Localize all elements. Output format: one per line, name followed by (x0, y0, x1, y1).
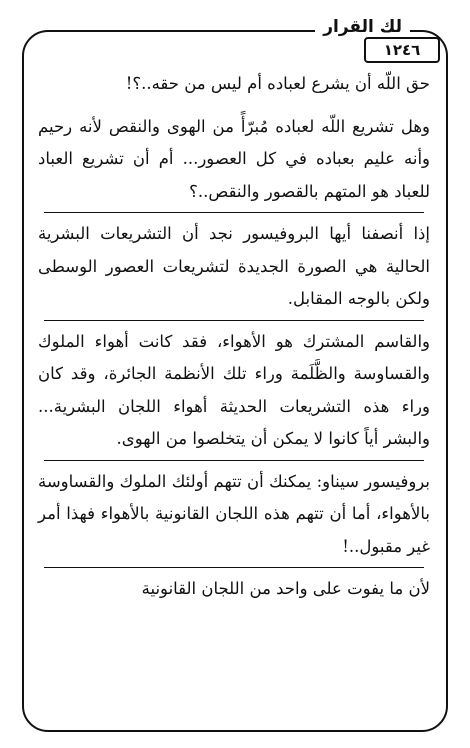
paragraph-6: لأن ما يفوت على واحد من اللجان القانونية (141, 579, 430, 598)
paragraph-divider (44, 567, 424, 568)
paragraph-3: إذا أنصفنا أيها البروفيسور نجد أن التشريعات البشرية الحالية هي الصورة الجديدة لتشريعات العصور الوسطى ولكن بالوجه المقابل. (38, 224, 430, 308)
paragraph-divider (44, 460, 424, 461)
paragraph-5: بروفيسور سيناو: يمكنك أن تتهم أولئك الملوك والقساوسة بالأهواء، أما أن تتهم هذه اللجان القانونية بالأهواء فهذا أمر غير مقبول..! (38, 471, 430, 556)
page-number: ١٢٤٦ (364, 37, 440, 63)
paragraph-divider (44, 212, 424, 213)
running-header-title: لك القرار (315, 16, 410, 38)
body-text (38, 68, 430, 606)
paragraph-divider (44, 320, 424, 321)
paragraph-2: وهل تشريع اللّه لعباده مُبرّأً من الهوى والنقص لأنه رحيم وأنه عليم بعباده في كل العصور... أم أن تشريع العباد للعباد هو المتهم بالقصور والنقص..؟ (38, 116, 430, 201)
paragraph-4: والقاسم المشترك هو الأهواء، فقد كانت أهواء الملوك والقساوسة والظَّلَمة وراء تلك الأنظمة الجائرة، وقد كان وراء هذه التشريعات الحديثة أهواء اللجان البشرية... والبشر أياً كانوا لا يمكن أن يتخلصوا من الهوى. (38, 331, 430, 448)
paragraph-1: حق اللّه أن يشرع لعباده أم ليس من حقه..؟! (125, 74, 430, 93)
